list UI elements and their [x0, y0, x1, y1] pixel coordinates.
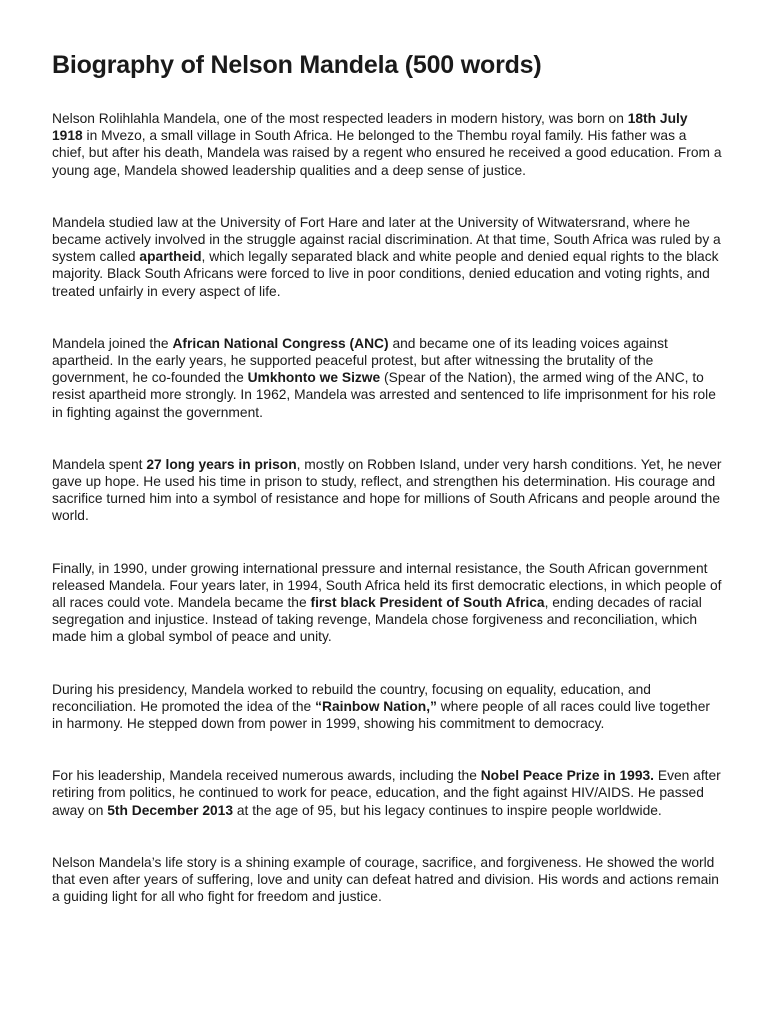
- bold-text: 27 long years in prison: [146, 456, 297, 472]
- bold-text: Nobel Peace Prize in 1993.: [480, 768, 655, 784]
- bold-text: Umkhonto we Sizwe: [247, 370, 381, 386]
- paragraph: [52, 335, 722, 421]
- paragraph-text: Nelson Mandela’s life story is a shining example of courage, sacrifice, and forgiveness. He showed the world that even after years of suffering, love and unity can defeat hatred and division. His words and actions remain a guiding light for all who fight for freedom and justice.: [52, 854, 719, 905]
- paragraph: [52, 110, 722, 179]
- paragraph-text: During his presidency, Mandela worked to rebuild the country, focusing on equality, education, and reconciliation. He promoted the idea of the: [52, 681, 651, 714]
- paragraph-text: For his leadership, Mandela received numerous awards, including the: [52, 768, 481, 784]
- document-body: [52, 110, 722, 906]
- paragraph-text: Even after retiring from politics, he continued to work for peace, education, and the fight against HIV/AIDS. He passed away on: [52, 768, 721, 818]
- bold-text: 18th July 1918: [52, 111, 688, 144]
- bold-text: African National Congress (ANC): [172, 335, 389, 351]
- paragraph-text: at the age of 95, but his legacy continues to inspire people worldwide.: [233, 802, 662, 818]
- document-page: [52, 48, 722, 906]
- paragraph-text: , ending decades of racial segregation and injustice. Instead of taking revenge, Mandela chose forgiveness and reconciliation, which made him a global symbol of peace and unity.: [52, 595, 702, 645]
- paragraph-text: and became one of its leading voices against apartheid. In the early years, he supported peaceful protest, but after witnessing the brutality of the government, he co-founded the: [52, 335, 668, 386]
- page-title: Biography of Nelson Mandela (500 words): [52, 51, 542, 79]
- paragraph: [52, 854, 722, 906]
- paragraph-text: where people of all races could live together in harmony. He stepped down from power in 1999, showing his commitment to democracy.: [52, 698, 710, 732]
- bold-text: first black President of South Africa: [310, 595, 545, 611]
- paragraph-text: , mostly on Robben Island, under very harsh conditions. Yet, he never gave up hope. He used his time in prison to study, reflect, and strengthen his determination. His courage and sacrifice turned him into a symbol of resistance and hope for millions of South Africans and people around the world.: [52, 456, 722, 524]
- paragraph-text: Mandela joined the: [52, 335, 173, 351]
- paragraph-text: Finally, in 1990, under growing international pressure and internal resistance, the South African government released Mandela. Four years later, in 1994, South Africa held its first democratic elections, in which people of all races could vote. Mandela became the: [52, 560, 722, 611]
- paragraph-text: Nelson Rolihlahla Mandela, one of the most respected leaders in modern history, was born on: [52, 111, 628, 126]
- paragraph: [52, 560, 722, 646]
- paragraph: [52, 456, 722, 525]
- paragraph-text: Mandela spent: [52, 456, 147, 472]
- paragraph: [52, 767, 722, 819]
- bold-text: 5th December 2013: [107, 802, 234, 818]
- paragraph-text: in Mvezo, a small village in South Africa. He belonged to the Thembu royal family. His father was a chief, but after his death, Mandela was raised by a regent who ensured he received a good education. From a young age, Mandela showed leadership qualities and a deep sense of justice.: [52, 128, 722, 178]
- paragraph-text: , which legally separated black and white people and denied equal rights to the black majority. Black South Africans were forced to live in poor conditions, denied education and voting rights, and treated unfairly in every aspect of life.: [52, 249, 719, 299]
- paragraph-text: (Spear of the Nation), the armed wing of the ANC, to resist apartheid more strongly. In 1962, Mandela was arrested and sentenced to life imprisonment for his role in fighting against the government.: [52, 370, 716, 420]
- paragraph-text: Mandela studied law at the University of Fort Hare and later at the University of Witwatersrand, where he became actively involved in the struggle against racial discrimination. At that time, South Africa was ruled by a system called: [52, 214, 721, 265]
- bold-text: apartheid: [139, 249, 202, 265]
- paragraph: [52, 681, 722, 733]
- bold-text: “Rainbow Nation,”: [315, 698, 437, 714]
- paragraph: [52, 214, 722, 300]
